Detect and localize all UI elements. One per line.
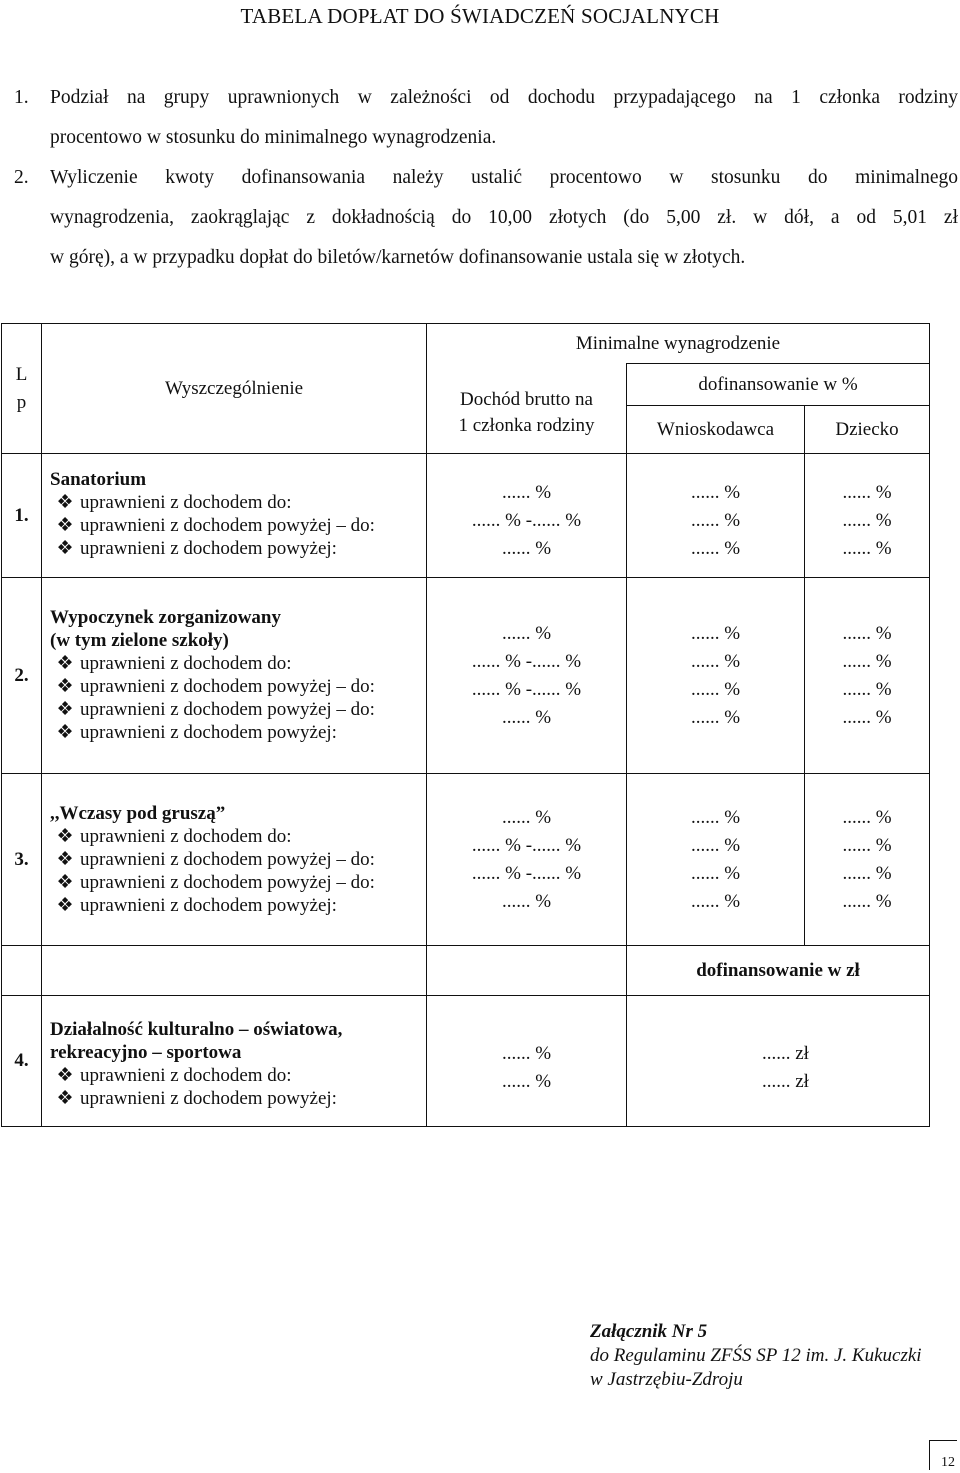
diamond-bullet-icon: ❖ (56, 676, 74, 697)
header-dziecko: Dziecko (805, 406, 930, 454)
header-wnioskodawca: Wnioskodawca (627, 406, 805, 454)
diamond-bullet-icon: ❖ (56, 492, 74, 513)
row-3-item-3-text: uprawnieni z dochodem powyżej – do: (80, 872, 375, 893)
diamond-bullet-icon: ❖ (56, 515, 74, 536)
row-2-subtitle: (w tym zielone szkoły) (50, 630, 229, 651)
header-dochod-line-1: Dochód brutto na (460, 389, 593, 411)
page-number: 12 (929, 1440, 957, 1470)
row-2-wnioskodawca-2: ...... % (690, 650, 741, 672)
diamond-bullet-icon: ❖ (56, 722, 74, 743)
row-2-dochod-3: ...... % -...... % (471, 678, 582, 700)
paragraph-1 (14, 78, 958, 158)
header-lp-l: L (15, 363, 28, 385)
row-3-dochod-1: ...... % (501, 806, 552, 828)
row-1-dziecko-1: ...... % (842, 481, 892, 503)
row-1-item-2 (50, 514, 422, 537)
row-2-dziecko-1: ...... % (842, 622, 892, 644)
diamond-bullet-icon: ❖ (56, 653, 74, 674)
paragraph-1-number: 1. (14, 87, 29, 108)
row-2-dochod-4: ...... % (501, 706, 552, 728)
row-4-item-2 (50, 1087, 422, 1110)
row-2-item-2-text: uprawnieni z dochodem powyżej – do: (80, 676, 375, 697)
row-2-item-3-text: uprawnieni z dochodem powyżej – do: (80, 699, 375, 720)
row-1-dochod-1: ...... % (501, 481, 552, 503)
row-3-dochod (427, 774, 627, 946)
row-4-kwota-1: ...... zł (762, 1043, 809, 1064)
header-dofinansowanie-zl: dofinansowanie w zł (627, 946, 930, 996)
diamond-bullet-icon: ❖ (56, 538, 74, 559)
row-1-dochod-3: ...... % (501, 537, 552, 559)
row-2-item-4 (50, 721, 422, 744)
row-3-item-2-text: uprawnieni z dochodem powyżej – do: (80, 849, 375, 870)
row-3-item-4 (50, 894, 422, 917)
row-1-wnioskodawca-2: ...... % (690, 509, 741, 531)
row-3-lp: 3. (2, 774, 42, 946)
row-3-dziecko-4: ...... % (842, 890, 892, 912)
paragraph-2-line-1 (14, 158, 958, 198)
row-1-wnioskodawca-3: ...... % (690, 537, 741, 559)
zl-header-lp-empty (2, 946, 42, 996)
row-2-dziecko-3: ...... % (842, 678, 892, 700)
row-4-item-1 (50, 1064, 422, 1087)
paragraph-2-text-1: Wyliczenie kwoty dofinansowania należy ustalić procentowo w stosunku do minimalnego (50, 167, 958, 188)
row-4-dochod-2: ...... % (501, 1071, 552, 1092)
row-4-title-1: Działalność kulturalno – oświatowa, (50, 1019, 343, 1040)
row-1-item-3 (50, 537, 422, 560)
row-2-item-3 (50, 698, 422, 721)
row-1-item-1-text: uprawnieni z dochodem do: (80, 492, 292, 513)
header-wyszczegolnienie: Wyszczególnienie (42, 324, 427, 454)
annex-note (590, 1320, 922, 1392)
row-2-title: Wypoczynek zorganizowany (50, 607, 281, 628)
row-4-lp: 4. (2, 996, 42, 1127)
row-1-title: Sanatorium (50, 469, 147, 490)
paragraph-2 (14, 158, 958, 278)
header-dofinansowanie-pct: dofinansowanie w % (627, 364, 930, 406)
paragraph-1-text-1: Podział na grupy uprawnionych w zależności od dochodu przypadającego na 1 członka rodziny (50, 87, 958, 108)
row-3-wnioskodawca-4: ...... % (690, 890, 741, 912)
row-3-wnioskodawca-3: ...... % (690, 862, 741, 884)
diamond-bullet-icon: ❖ (56, 849, 74, 870)
row-3-dochod-4: ...... % (501, 890, 552, 912)
row-3-item-1-text: uprawnieni z dochodem do: (80, 826, 292, 847)
row-1-item-3-text: uprawnieni z dochodem powyżej: (80, 538, 337, 559)
annex-title: Załącznik Nr 5 (590, 1321, 708, 1342)
row-3-wnioskodawca (627, 774, 805, 946)
row-2-wnioskodawca-4: ...... % (690, 706, 741, 728)
paragraph-2-line-3: w górę), a w przypadku dopłat do biletów/karnetów dofinansowanie ustala się w złotych. (50, 247, 746, 268)
header-lp-p: p (16, 391, 27, 413)
row-2-item-1 (50, 652, 422, 675)
header-dochod (427, 364, 627, 454)
row-4-dochod-1: ...... % (501, 1043, 552, 1064)
row-2-lp: 2. (2, 578, 42, 774)
document-title: TABELA DOPŁAT DO ŚWIADCZEŃ SOCJALNYCH (240, 4, 720, 28)
row-3-wnioskodawca-1: ...... % (690, 806, 741, 828)
paragraph-2-line-2: wynagrodzenia, zaokrąglając z dokładnością do 10,00 złotych (do 5,00 zł. w dół, a od 5,01 zł (50, 207, 958, 228)
paragraph-1-line-2: procentowo w stosunku do minimalnego wynagrodzenia. (50, 127, 497, 148)
row-4-kwota (627, 996, 930, 1127)
row-2-item-2 (50, 675, 422, 698)
row-1-item-1 (50, 491, 422, 514)
row-3-item-1 (50, 825, 422, 848)
row-4-item-2-text: uprawnieni z dochodem powyżej: (80, 1088, 337, 1109)
paragraph-2-number: 2. (14, 167, 29, 188)
row-4-kwota-2: ...... zł (762, 1071, 809, 1092)
row-4-item-1-text: uprawnieni z dochodem do: (80, 1065, 292, 1086)
row-1-wnioskodawca-1: ...... % (690, 481, 741, 503)
header-dochod-line-2: 1 członka rodziny (458, 415, 595, 437)
row-2-dochod-1: ...... % (501, 622, 552, 644)
diamond-bullet-icon: ❖ (56, 1065, 74, 1086)
row-2-wnioskodawca-1: ...... % (690, 622, 741, 644)
row-4-title-2: rekreacyjno – sportowa (50, 1042, 242, 1063)
row-2-wnioskodawca-3: ...... % (690, 678, 741, 700)
annex-line-3: w Jastrzębiu-Zdroju (590, 1369, 743, 1390)
annex-line-2: do Regulaminu ZFŚS SP 12 im. J. Kukuczki (590, 1345, 922, 1366)
row-2-dziecko-4: ...... % (842, 706, 892, 728)
row-1-item-2-text: uprawnieni z dochodem powyżej – do: (80, 515, 375, 536)
diamond-bullet-icon: ❖ (56, 699, 74, 720)
diamond-bullet-icon: ❖ (56, 1088, 74, 1109)
row-1-wnioskodawca (627, 454, 805, 578)
zl-header-desc-empty (42, 946, 427, 996)
row-3-dziecko (805, 774, 930, 946)
row-2-item-1-text: uprawnieni z dochodem do: (80, 653, 292, 674)
row-1-dziecko-3: ...... % (842, 537, 892, 559)
row-2-dochod-2: ...... % -...... % (471, 650, 582, 672)
row-4-description (42, 996, 427, 1127)
diamond-bullet-icon: ❖ (56, 872, 74, 893)
row-1-lp: 1. (2, 454, 42, 578)
row-2-dziecko (805, 578, 930, 774)
row-3-dziecko-3: ...... % (842, 862, 892, 884)
row-3-dziecko-2: ...... % (842, 834, 892, 856)
paragraph-1-line-1 (14, 78, 958, 118)
zl-header-dochod-empty (427, 946, 627, 996)
row-1-dochod (427, 454, 627, 578)
row-3-description (42, 774, 427, 946)
row-3-item-2 (50, 848, 422, 871)
row-1-dziecko (805, 454, 930, 578)
row-3-title: ,,Wczasy pod gruszą” (50, 803, 226, 824)
row-4-dochod (427, 996, 627, 1127)
diamond-bullet-icon: ❖ (56, 826, 74, 847)
row-3-wnioskodawca-2: ...... % (690, 834, 741, 856)
row-2-wnioskodawca (627, 578, 805, 774)
row-1-description (42, 454, 427, 578)
row-3-item-3 (50, 871, 422, 894)
row-2-dochod (427, 578, 627, 774)
row-2-description (42, 578, 427, 774)
header-minimalne-wynagrodzenie: Minimalne wynagrodzenie (427, 324, 930, 364)
row-1-dziecko-2: ...... % (842, 509, 892, 531)
row-2-dziecko-2: ...... % (842, 650, 892, 672)
row-3-dziecko-1: ...... % (842, 806, 892, 828)
row-3-item-4-text: uprawnieni z dochodem powyżej: (80, 895, 337, 916)
row-2-item-4-text: uprawnieni z dochodem powyżej: (80, 722, 337, 743)
header-lp (2, 324, 42, 454)
row-3-dochod-2: ...... % -...... % (471, 834, 582, 856)
row-1-dochod-2: ...... % -...... % (471, 509, 582, 531)
row-3-dochod-3: ...... % -...... % (471, 862, 582, 884)
diamond-bullet-icon: ❖ (56, 895, 74, 916)
subsidy-table (1, 323, 930, 1127)
